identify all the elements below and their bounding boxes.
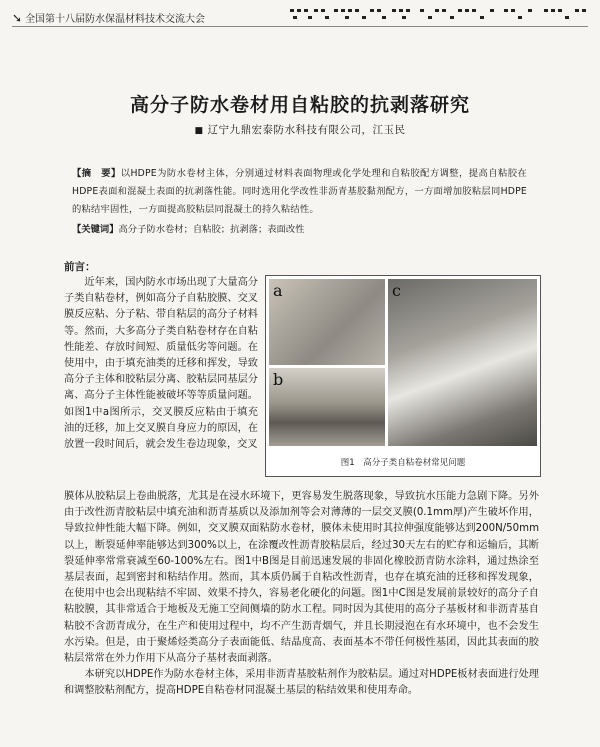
figure-caption: 图1 高分子类自粘卷材常见问题 [340, 458, 466, 468]
arrow-icon: ➘ [12, 11, 23, 25]
body-full-width [64, 489, 539, 700]
abstract-text: 以HDPE为防水卷材主体，分别通过材料表面物理或化学处理和自粘胶配方调整，提高自粘胶在HDPE表面和混凝土表面的抗剥落性能。同时选用化学改性非沥青基胶黏剂配方，一方面增加胶粘层同HDPE的粘结牢固性，一方面提高胶粘层同混凝土的持久粘结性。 [72, 168, 527, 215]
panel-c-label: c [392, 281, 401, 300]
body-paragraph-1b: 膜体从胶粘层上卷曲脱落，尤其是在浸水环境下，更容易发生脱落现象，导致抗水压能力急剧下降。另外由于改性沥青胶粘层中填充油和沥青基质以及添加剂等会对薄薄的一层交叉膜(0.1mm厚)产生破坏作用，导致拉伸性能大幅下降。例如，交叉膜双面粘防水卷材，膜体未使用时其拉伸强度能够达到200N/50mm以上，断裂延伸率能够达到300%以上，在涂覆改性沥青胶粘层后，经过30天左右的贮存和运输后，其断裂延伸率常常衰减至60-100%左右。图1中B图是目前迅速发展的非固化橡胶沥青防水涂料，通过热涂至基层表面，起到密封和粘结作用。然而，其本质仍属于自粘改性沥青，也存在填充油的迁移和挥发现象，在使用中也会出现粘结不牢固、效果不持久，容易老化硬化的问题。图1中C图是发展前景较好的高分子自粘胶膜，其非常适合于地板及无施工空间侧墙的防水工程。同时因为其使用的高分子基板材和非沥青基自粘胶不含沥青成分，在生产和使用过程中，均不产生沥青烟气，并且长期浸泡在有水环境中，也不会发生水污染。但是，由于聚烯烃类高分子表面能低、结晶度高、表面基本不带任何极性基团，因此其表面的胶粘层常常在外力作用下从高分子基材表面剥落。 [64, 491, 539, 665]
figure-panel-c [388, 279, 537, 446]
paper-title: 高分子防水卷材用自粘胶的抗剥落研究 [129, 94, 470, 116]
square-bullet-icon: ■ [194, 126, 204, 136]
abstract [72, 165, 527, 219]
header-decorative-pattern [290, 7, 590, 21]
figure-panel-b [269, 368, 385, 446]
body-paragraph-1a: 近年来，国内防水市场出现了大量高分子类自粘卷材，例如高分子自粘胶膜、交叉膜反应粘、分子粘、带自粘层的高分子材料等。然而，大多高分子类自粘卷材存在自粘性能差、存放时间短、质量低劣等问题。在使用中，由于填充油类的迁移和挥发，导致高分子主体和胶粘层分离、胶粘层同基层分离、高分子主体性能被破坏等等质量问题。如图1中a图所示，交叉膜反应粘由于填充油的迁移，加上交叉膜自身应力的原因，在放置一段时间后，就会发生卷边现象，交叉 [64, 277, 258, 451]
author-affiliation: 辽宁九鼎宏泰防水科技有限公司，江玉民 [207, 124, 406, 136]
body-column [64, 275, 258, 453]
keywords-label: 【关键词】 [72, 224, 119, 235]
keywords-text: 高分子防水卷材；自粘胶；抗剥落；表面改性 [118, 224, 305, 235]
figure-1 [265, 275, 541, 477]
preface-heading: 前言： [64, 261, 96, 273]
keywords [72, 221, 304, 235]
panel-b-label: b [273, 370, 284, 389]
abstract-label: 【摘 要】 [72, 168, 121, 179]
running-header [12, 10, 205, 25]
figure-panel-a [269, 279, 385, 365]
panel-a-label: a [273, 281, 283, 300]
author-line [0, 122, 600, 137]
body-paragraph-2: 本研究以HDPE作为防水卷材主体，采用非沥青基胶粘剂作为胶粘层。通过对HDPE板材表面进行处理和调整胶粘剂配方，提高HDPE自粘卷材同混凝土基层的粘结效果和使用寿命。 [64, 669, 539, 697]
conference-name: 全国第十八届防水保温材料技术交流大会 [25, 14, 206, 25]
header-rule [12, 26, 588, 27]
